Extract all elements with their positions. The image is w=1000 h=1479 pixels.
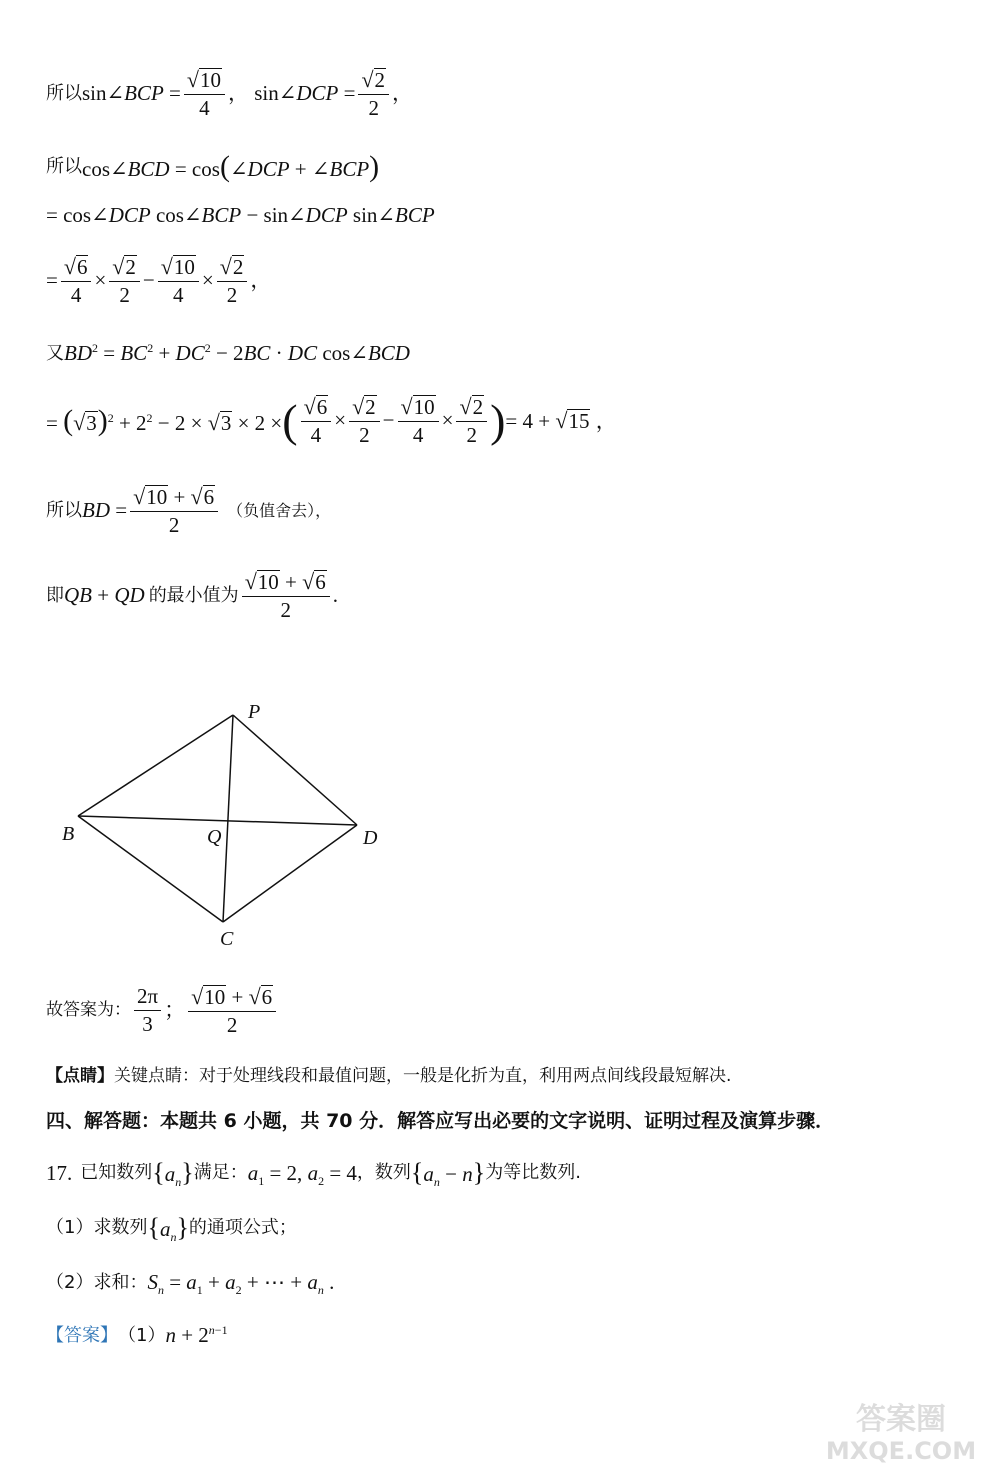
text-you: 又 (46, 342, 64, 364)
q17-part1-label: （1）求数列 (46, 1217, 148, 1238)
line-dianjing (46, 1068, 731, 1085)
line-cos-expansion: = cos∠DCP cos∠BCP − sin∠DCP sin∠BCP (46, 203, 435, 227)
edge-pd (233, 715, 357, 825)
line-answer-tag: 【答案】 （1） $n + 2^{n-1}$ (46, 1323, 228, 1347)
q17-text-a: 已知数列 (80, 1162, 153, 1183)
watermark-logo (816, 1395, 986, 1465)
text-answer-prefix: 故答案为： (46, 1000, 131, 1020)
q17-text-d: 为等比数列. (485, 1162, 581, 1183)
answer-tag: 【答案】 (46, 1324, 118, 1346)
line-sin-values: 所以 sin∠BCP = √ 10 4 ， sin∠DCP = √ 2 2 ， (46, 66, 414, 120)
text-ji: 即 (46, 584, 64, 606)
line-q17-part2: （2）求和： $S_n = a_1 + a_2$ + ⋯ + $a_n$ . (46, 1270, 335, 1297)
section-heading: 四、解答题：本题共 6 小题，共 70 分．解答应写出必要的文字说明、证明过程及演算步骤． (46, 1110, 835, 1132)
line-law-of-cosines: 又 $BD^2 = BC^2 + DC^2 - 2BC$ · DC cos∠BCD (46, 341, 410, 365)
q17-text-b: 满足： (193, 1162, 248, 1183)
dianjing-text: 关键点睛：对于处理线段和最值问题，一般是化折为直，利用两点间线段最短解决. (114, 1066, 732, 1086)
text-suoyi: 所以 (46, 82, 82, 104)
line-cos-numeric: = √ 6 4 × √ 2 2 − √ 10 4 × √ 2 2 ， (46, 253, 272, 307)
label-b: B (62, 823, 75, 845)
label-q: Q (207, 826, 222, 848)
text-suoyi-2: 所以 (46, 156, 82, 177)
watermark-top-text: 答案圈 (856, 1402, 946, 1437)
text-min-value-is: 的最小值为 (148, 584, 239, 606)
dianjing-label: 【点睛】 (46, 1066, 114, 1086)
edge-bc (78, 816, 223, 922)
label-p: P (248, 701, 261, 723)
quadrilateral-figure (55, 695, 415, 960)
q17-number: 17. (46, 1160, 73, 1185)
label-d: D (363, 827, 378, 849)
watermark-bottom-text: MXQE.COM (825, 1437, 977, 1465)
q17-part2-label: （2）求和： (46, 1271, 148, 1293)
label-c: C (220, 928, 234, 950)
line-final-answer: 故答案为： $\frac{2\pi}{3}$ ； √ 10 + √ 6 2 (46, 985, 279, 1036)
q17-text-c: ，数列 (356, 1162, 411, 1183)
text-negative-discard: （负值舍去）， (227, 500, 332, 520)
line-q17-part1: （1）求数列 $\{a_n\}$ 的通项公式； (46, 1213, 297, 1244)
line-bd-value: 所以 BD = √ 10 + √ 6 2 （负值舍去）， (46, 483, 332, 537)
line-min-value: 即 QB + QD 的最小值为 √ 10 + √ 6 2 . (46, 568, 338, 622)
edge-pb (78, 715, 233, 816)
diagonal-bd (78, 816, 357, 825)
line-q17: 17. 已知数列 $\{a_n\}$ 满足： $a_1 = 2$, $a_2 = 4$ ，数列 $\{a_n - n\}$ 为等比数列. (46, 1158, 581, 1189)
q17-part1-text: 的通项公式； (188, 1217, 297, 1238)
text-suoyi-3: 所以 (46, 499, 82, 521)
edge-dc (223, 825, 357, 922)
line-bd-squared: = ( √ 3 )$^2 + 2^2 - 2$ × √ 3 × 2 × ( √ 6 4 × √ 2 2 − √ 10 4 × √ 2 2 ) = 4 + √ 15 ， (46, 393, 617, 447)
diagonal-pc (223, 715, 233, 922)
line-cos-bcd: 所以 cos∠BCD = cos(∠DCP + ∠BCP) (46, 150, 380, 183)
answer-part1-label: （1） (118, 1324, 166, 1346)
